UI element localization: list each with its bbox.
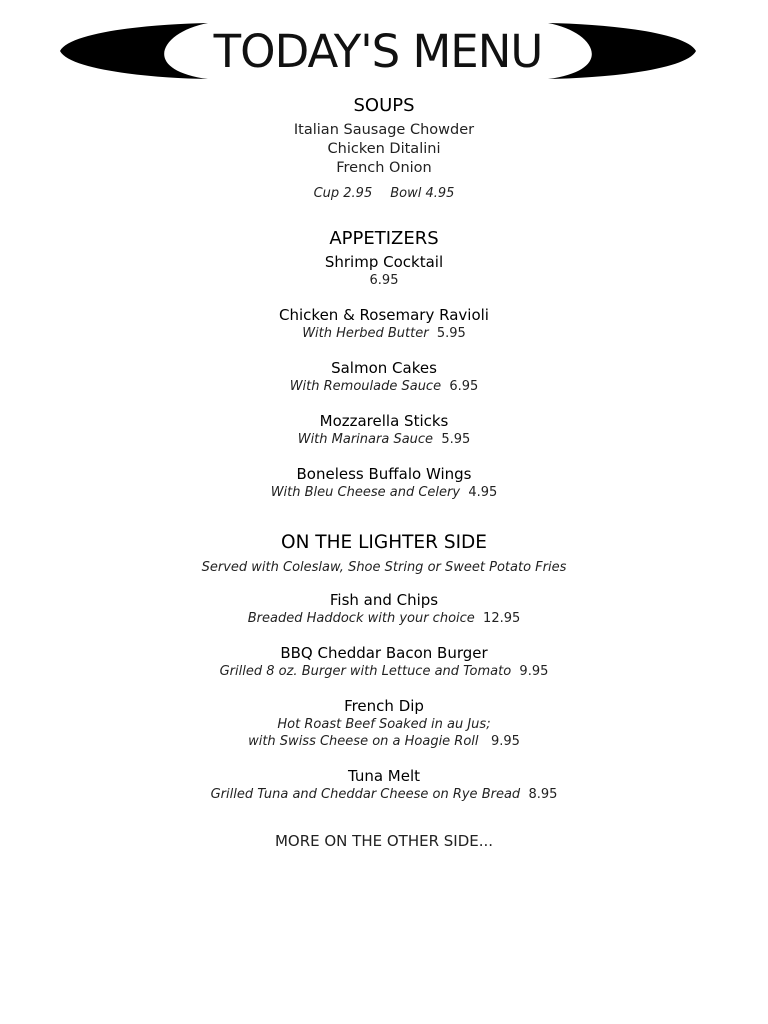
item-price: 8.95 [528, 787, 558, 802]
appetizers-title: APPETIZERS [329, 228, 439, 249]
item-name: Boneless Buffalo Wings [296, 465, 472, 483]
soup-item: Chicken Ditalini [327, 141, 441, 157]
list-item [0, 591, 768, 627]
item-description [0, 786, 768, 803]
item-name: Salmon Cakes [331, 359, 437, 377]
list-item [0, 359, 768, 395]
list-item [0, 644, 768, 680]
soup-list [0, 121, 768, 178]
served-with-note: Served with Coleslaw, Shoe String or Sweet Potato Fries [201, 560, 567, 575]
appetizers-section [0, 227, 768, 501]
soup-item: French Onion [336, 160, 432, 176]
list-item [0, 697, 768, 750]
item-price: 12.95 [483, 611, 521, 626]
item-price: 5.95 [436, 326, 466, 341]
item-price: 6.95 [369, 273, 399, 288]
item-name: French Dip [344, 697, 424, 715]
item-price: 4.95 [468, 485, 498, 500]
item-desc-text: Grilled Tuna and Cheddar Cheese on Rye Bread [210, 787, 521, 802]
list-item [0, 253, 768, 289]
item-description [0, 610, 768, 627]
item-description [0, 733, 768, 750]
item-name: Shrimp Cocktail [324, 253, 444, 271]
bowl-price: Bowl 4.95 [390, 186, 455, 201]
list-item [0, 767, 768, 803]
lighter-side-title: ON THE LIGHTER SIDE [281, 532, 487, 553]
lighter-side-section [0, 531, 768, 803]
item-desc-text: With Remoulade Sauce [289, 379, 442, 394]
item-price: 9.95 [519, 664, 549, 679]
item-price: 9.95 [490, 734, 520, 749]
soups-title: SOUPS [353, 95, 415, 116]
item-description [0, 484, 768, 501]
item-description-line: Hot Roast Beef Soaked in au Jus; [277, 717, 491, 732]
item-price: 5.95 [441, 432, 471, 447]
cup-price: Cup 2.95 [313, 186, 373, 201]
item-name: Mozzarella Sticks [319, 412, 449, 430]
item-name: Chicken & Rosemary Ravioli [279, 306, 489, 324]
menu-title: TODAY'S MENU [213, 25, 543, 78]
item-name: Fish and Chips [329, 591, 439, 609]
menu-content [0, 94, 768, 851]
item-description [0, 378, 768, 395]
item-desc-text: With Bleu Cheese and Celery [270, 485, 461, 500]
item-description [0, 663, 768, 680]
item-description [0, 431, 768, 448]
menu-header [60, 20, 696, 82]
more-on-other-side: MORE ON THE OTHER SIDE... [274, 832, 494, 850]
soup-item: Italian Sausage Chowder [293, 122, 475, 138]
item-name: Tuna Melt [347, 767, 421, 785]
item-desc-text: With Herbed Butter [302, 326, 429, 341]
item-desc-text: Grilled 8 oz. Burger with Lettuce and Tomato [219, 664, 512, 679]
list-item [0, 306, 768, 342]
item-desc-text: With Marinara Sauce [297, 432, 434, 447]
item-price: 6.95 [449, 379, 479, 394]
item-description [0, 325, 768, 342]
soups-section [0, 94, 768, 203]
list-item [0, 465, 768, 501]
item-desc-text: Breaded Haddock with your choice [247, 611, 475, 626]
item-name: BBQ Cheddar Bacon Burger [280, 644, 488, 662]
list-item [0, 412, 768, 448]
soup-prices [0, 185, 768, 203]
item-desc-text: with Swiss Cheese on a Hoagie Roll [248, 734, 479, 749]
